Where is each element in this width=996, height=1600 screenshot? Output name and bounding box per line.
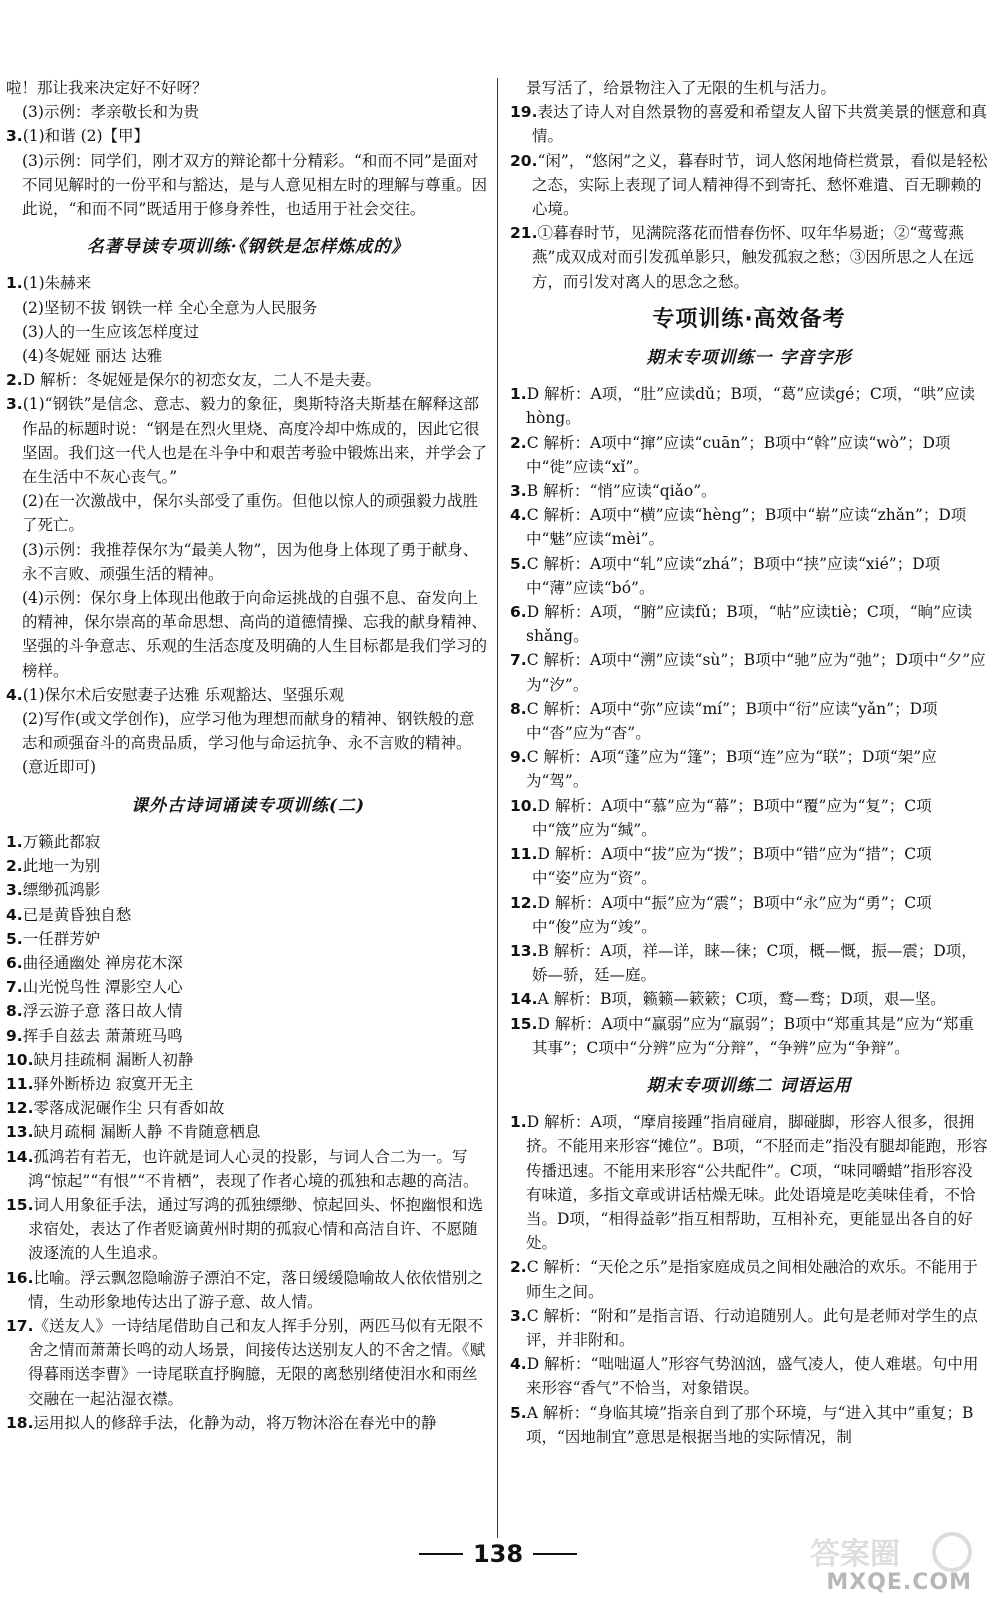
footer-rule [419, 1553, 463, 1555]
item-text: (4)冬妮娅 丽达 达雅 [22, 347, 163, 366]
item-number: 21. [510, 224, 538, 243]
left-top-line: 啦！那让我来决定好不好呀？ [6, 79, 208, 97]
item-number: 7. [510, 651, 527, 670]
answer-item [510, 648, 988, 696]
item-number: 15. [510, 1014, 538, 1033]
item-number: 14. [6, 1147, 34, 1166]
answer-item [6, 489, 490, 537]
watermark-url: MXQE.COM [826, 1570, 972, 1595]
answer-item [510, 1304, 988, 1352]
left-top-line: (3)示例：孝亲敬长和为贵 [22, 103, 199, 122]
item-number: 1. [510, 385, 527, 404]
answer-item [6, 854, 490, 878]
answer-item [510, 697, 988, 745]
answer-item [6, 707, 490, 780]
item-number: 4. [510, 506, 527, 525]
item-number: 6. [510, 603, 527, 622]
item-number: 19. [510, 103, 538, 122]
section-list [6, 830, 490, 1435]
item-number: 2. [6, 371, 23, 390]
item-number: 13. [510, 941, 538, 960]
item-number: 13. [6, 1123, 34, 1142]
item-number: 5. [510, 1403, 527, 1422]
item-text: A 解析：B项，籁籁—簌簌；C项，鹜—骛；D项，艰—坚。 [537, 990, 946, 1009]
answer-item [510, 1110, 988, 1255]
answer-item [6, 1314, 490, 1411]
chapter-title: 专项训练·高效备考 [652, 306, 846, 332]
item-text: 曲径通幽处 禅房花木深 [22, 953, 183, 972]
item-text: (2)坚韧不拔 钢铁一样 全心全意为人民服务 [22, 298, 318, 317]
answer-item [6, 1096, 490, 1120]
item-text: (4)示例：保尔身上体现出他敢于向命运挑战的自强不息、奋发向上的精神，保尔崇高的革命思想、高尚的道德情操、忘我的献身精神、坚强的斗争意志、乐观的生活态度及明确的人生目标都是我们学习的榜样。 [22, 589, 488, 680]
item-text: 挥手自兹去 萧萧班马鸣 [22, 1026, 183, 1045]
answer-item [510, 891, 988, 939]
item-text: (1)和谐 (2)【甲】 [22, 127, 150, 146]
section-title: 课外古诗词诵读专项训练(二) [130, 795, 366, 816]
item-text: 比喻。浮云飘忽隐喻游子漂泊不定，落日缓缓隐喻故人依依惜别之情，生动形象地传达出了游子意、故人情。 [28, 1268, 483, 1311]
answer-item [6, 1411, 490, 1435]
answer-item [6, 124, 490, 148]
answer-item [510, 431, 988, 479]
answer-item [510, 503, 988, 551]
item-number: 7. [6, 978, 23, 997]
item-text: D 解析：A项，“摩肩接踵”指肩碰肩，脚碰脚，形容人很多，很拥挤。不能用来形容“摊位”。B项，“不胫而走”指没有腿却能跑，形容传播迅速。不能用来形容“公共配件”。C项，“味同嚼蜡”指形容没有味道，多指文章或讲话枯燥无味。此处语境是吃美味佳肴，不恰当。D项，“相得益彰”指互相帮助，互相补充，更能显出各自的好处。 [526, 1113, 988, 1253]
answer-item [510, 987, 988, 1011]
answer-item [510, 100, 988, 148]
item-text: B 解析：A项，祥—详，睐—徕；C项，概—慨，振—震；D项，娇—骄，廷—庭。 [532, 941, 977, 985]
item-text: C 解析：A项中“撺”应读“cuān”；B项中“斡”应读“wò”；D项中“徙”应读“xǐ”。 [526, 433, 951, 476]
item-text: C 解析：“天伦之乐”是指家庭成员之间相处融洽的欢乐。不能用于师生之间。 [526, 1258, 978, 1301]
item-text: D 解析：A项中“赢弱”应为“羸弱”；B项中“郑重其是”应为“郑重其事”；C项中“分辨”应为“分辩”，“争辨”应为“争辩”。 [532, 1014, 974, 1057]
answer-item [510, 221, 988, 294]
section-title: 期末专项训练一 字音字形 [646, 348, 852, 369]
answer-item [510, 1401, 988, 1449]
item-text: “闲”，“悠闲”之义，暮春时节，词人悠闲地倚栏赏景，看似是轻松之态，实际上表现了词人精神得不到寄托、愁怀难遣、百无聊赖的心境。 [532, 151, 988, 219]
answer-item [510, 1352, 988, 1400]
item-number: 5. [510, 554, 527, 573]
answer-item [510, 745, 988, 793]
right-column [510, 76, 988, 1449]
item-text: C 解析：A项中“溯”应读“sù”；B项中“驰”应为“弛”；D项中“夕”应为“汐”。 [526, 651, 986, 694]
item-number: 3. [6, 395, 23, 414]
answer-item [6, 927, 490, 951]
answer-item [510, 552, 988, 600]
item-text: 表达了诗人对自然景物的喜爱和希望友人留下共赏美景的惬意和真情。 [532, 103, 987, 146]
item-number: 16. [6, 1268, 34, 1287]
answer-item [6, 975, 490, 999]
answer-item [6, 1072, 490, 1096]
answer-item [510, 76, 988, 100]
answer-item [6, 344, 490, 368]
answer-item [510, 479, 988, 503]
item-text: D 解析：冬妮娅是保尔的初恋女友，二人不是夫妻。 [22, 371, 382, 390]
item-number: 1. [510, 1113, 527, 1132]
item-number: 18. [6, 1413, 34, 1432]
answer-item [6, 296, 490, 320]
item-number: 9. [6, 1026, 23, 1045]
item-number: 14. [510, 990, 538, 1009]
answer-item [6, 1266, 490, 1314]
item-text: D 解析：“咄咄逼人”形容气势汹汹，盛气凌人，使人难堪。句中用来形容“香气”不恰当，对象错误。 [526, 1355, 979, 1398]
answer-item [6, 320, 490, 344]
item-text: B 解析：“悄”应读“qiǎo”。 [526, 482, 717, 501]
item-number: 3. [6, 127, 23, 146]
item-text: 词人用象征手法，通过写鸿的孤独缥缈、惊起回头、怀抱幽恨和选求宿处，表达了作者贬谪黄州时期的孤寂心情和高洁自许、不愿随波逐流的人生追求。 [28, 1195, 483, 1263]
answer-item [6, 999, 490, 1023]
item-text: (3)示例：我推荐保尔为“最美人物”，因为他身上体现了勇于献身、永不言败、顽强生活的精神。 [22, 540, 479, 583]
answer-item [6, 538, 490, 586]
item-number: 20. [510, 151, 538, 170]
answer-item [6, 368, 490, 392]
answer-item [6, 1048, 490, 1072]
item-text: 零落成泥碾作尘 只有香如故 [33, 1099, 225, 1118]
item-text: 孤鸿若有若无，也许就是词人心灵的投影，与词人合二为一。写鸿“惊起”“有恨”“不肯栖”，表现了作者心境的孤独和志趣的高洁。 [28, 1147, 479, 1190]
section-list [510, 382, 988, 1060]
item-number: 2. [510, 433, 527, 452]
item-text: 《送友人》一诗结尾借助自己和友人挥手分别，两匹马似有无限不舍之情而萧萧长鸣的动人场景，间接传达送别友人的不舍之情。《赋得暮雨送李曹》一诗尾联直抒胸臆，无限的离愁别绪使泪水和雨丝交融在一起沾湿衣襟。 [28, 1316, 486, 1408]
answer-item [510, 939, 988, 987]
answer-item [510, 382, 988, 430]
section-list [510, 76, 988, 294]
item-text: 一任群芳妒 [22, 929, 101, 948]
item-text: (1)保尔术后安慰妻子达雅 乐观豁达、坚强乐观 [22, 685, 345, 704]
answer-item-text: (3)示例：同学们，刚才双方的辩论都十分精彩。“和而不同”是面对不同见解时的一份平和与豁达，是与人意见相左时的理解与尊重。因此说，“和而不同”既适用于修身养性，也适用于社会交往。 [22, 151, 488, 219]
page-number: 138 [472, 1540, 524, 1568]
answer-item [510, 1012, 988, 1060]
item-number: 2. [510, 1258, 527, 1277]
left-column [6, 76, 490, 1435]
answer-item [6, 392, 490, 489]
answer-item [6, 1193, 490, 1266]
item-number: 4. [6, 685, 23, 704]
item-text: 已是黄昏独自愁 [22, 905, 132, 924]
item-text: 运用拟人的修辞手法，化静为动，将万物沐浴在春光中的静 [33, 1413, 437, 1432]
item-text: C 解析：A项中“横”应读“hèng”；B项中“崭”应读“zhǎn”；D项中“魅”应读“mèi”。 [526, 506, 967, 549]
item-text: 缺月疏桐 漏断人静 不肯随意栖息 [33, 1123, 261, 1142]
item-number: 11. [6, 1074, 34, 1093]
item-text: ①暮春时节，见满院落花而惜春伤怀、叹年华易逝；②“莺莺燕燕”成双成对而引发孤单影只，触发孤寂之愁；③因所思之人在远方，而引发对离人的思念之愁。 [532, 224, 974, 291]
item-number: 12. [510, 893, 538, 912]
item-text: 驿外断桥边 寂寞开无主 [33, 1074, 194, 1093]
item-number: 4. [510, 1355, 527, 1374]
column-divider [497, 78, 498, 1538]
item-text: D 解析：A项，“腑”应读fǔ；B项，“帖”应读tiè；C项，“晌”应读shǎng。 [526, 603, 973, 646]
answer-item [6, 271, 490, 295]
item-text: C 解析：“附和”是指言语、行动追随别人。此句是老师对学生的点评，并非附和。 [526, 1306, 978, 1349]
answer-item [6, 1145, 490, 1193]
item-number: 10. [6, 1050, 34, 1069]
item-number: 6. [6, 953, 23, 972]
answer-item [6, 878, 490, 902]
item-number: 3. [510, 482, 527, 501]
watermark-title: 答案圈 [810, 1537, 900, 1572]
item-number: 11. [510, 845, 538, 864]
item-text: 景写活了，给景物注入了无限的生机与活力。 [526, 79, 837, 97]
section-list [510, 1110, 988, 1449]
answer-item [6, 1024, 490, 1048]
answer-item [510, 1255, 988, 1303]
item-text: 缥缈孤鸿影 [22, 881, 101, 900]
answer-item [6, 1120, 490, 1144]
answer-item [6, 951, 490, 975]
item-text: (3)人的一生应该怎样度过 [22, 322, 199, 341]
section-title: 名著导读专项训练·《钢铁是怎样炼成的》 [86, 237, 410, 258]
item-number: 10. [510, 796, 538, 815]
footer-rule [533, 1553, 577, 1555]
item-text: D 解析：A项中“慕”应为“幕”；B项中“覆”应为“复”；C项中“筬”应为“缄”。 [532, 796, 932, 839]
item-number: 1. [6, 274, 23, 293]
answer-item [6, 586, 490, 683]
section-list [6, 271, 490, 779]
item-number: 1. [6, 832, 23, 851]
answer-item [6, 830, 490, 854]
item-text: 山光悦鸟性 潭影空人心 [22, 978, 183, 997]
item-text: (1)“钢铁”是信念、意志、毅力的象征，奥斯特洛夫斯基在解释这部作品的标题时说：“钢是在烈火里烧、高度冷却中炼成的，因此它很坚固。我们这一代人也是在斗争中和艰苦考验中锻炼出来，并学会了在生活中不灰心丧气。” [22, 395, 488, 487]
item-number: 8. [6, 1002, 23, 1021]
answer-item [6, 903, 490, 927]
item-number: 5. [6, 929, 23, 948]
item-text: 缺月挂疏桐 漏断人初静 [33, 1050, 194, 1069]
item-text: 此地一为别 [22, 857, 101, 876]
item-number: 3. [510, 1306, 527, 1325]
answer-item [510, 794, 988, 842]
answer-item [510, 842, 988, 890]
item-text: C 解析：A项“蓬”应为“篷”；B项“连”应为“联”；D项“架”应为“驾”。 [526, 748, 937, 791]
item-text: C 解析：A项中“轧”应读“zhá”；B项中“挟”应读“xié”；D项中“薄”应读“bó”。 [526, 554, 941, 597]
answer-item [510, 149, 988, 222]
item-number: 3. [6, 881, 23, 900]
item-text: D 解析：A项中“拔”应为“拨”；B项中“错”应为“措”；C项中“姿”应为“资”。 [532, 845, 932, 888]
item-number: 2. [6, 857, 23, 876]
item-number: 12. [6, 1099, 34, 1118]
section-title: 期末专项训练二 词语运用 [646, 1075, 852, 1096]
item-text: (2)在一次激战中，保尔头部受了重伤。但他以惊人的顽强毅力战胜了死亡。 [22, 492, 478, 535]
item-text: C 解析：A项中“弥”应读“mí”；B项中“衍”应读“yǎn”；D项中“沓”应为“杳”。 [526, 699, 938, 743]
item-number: 15. [6, 1195, 34, 1214]
item-number: 4. [6, 905, 23, 924]
item-text: A 解析：“身临其境”指亲自到了那个环境，与“进入其中”重复；B项，“因地制宜”意思是根据当地的实际情况，制 [526, 1403, 974, 1446]
item-number: 8. [510, 699, 527, 718]
item-text: 浮云游子意 落日故人情 [22, 1002, 183, 1021]
item-number: 9. [510, 748, 527, 767]
answer-item [6, 683, 490, 707]
item-text: D 解析：A项，“肚”应读dǔ；B项，“葛”应读gé；C项，“哄”应读hòng。 [526, 385, 976, 428]
item-text: D 解析：A项中“振”应为“震”；B项中“永”应为“勇”；C项中“俊”应为“竣”。 [532, 893, 932, 936]
item-number: 17. [6, 1316, 34, 1335]
item-text: 万籁此都寂 [22, 832, 101, 851]
item-text: (2)写作(或文学创作)，应学习他为理想而献身的精神、钢铁般的意志和顽强奋斗的高贵品质，学习他与命运抗争、永不言败的精神。(意近即可) [22, 710, 475, 777]
answer-item [510, 600, 988, 648]
item-text: (1)朱赫来 [22, 274, 92, 293]
